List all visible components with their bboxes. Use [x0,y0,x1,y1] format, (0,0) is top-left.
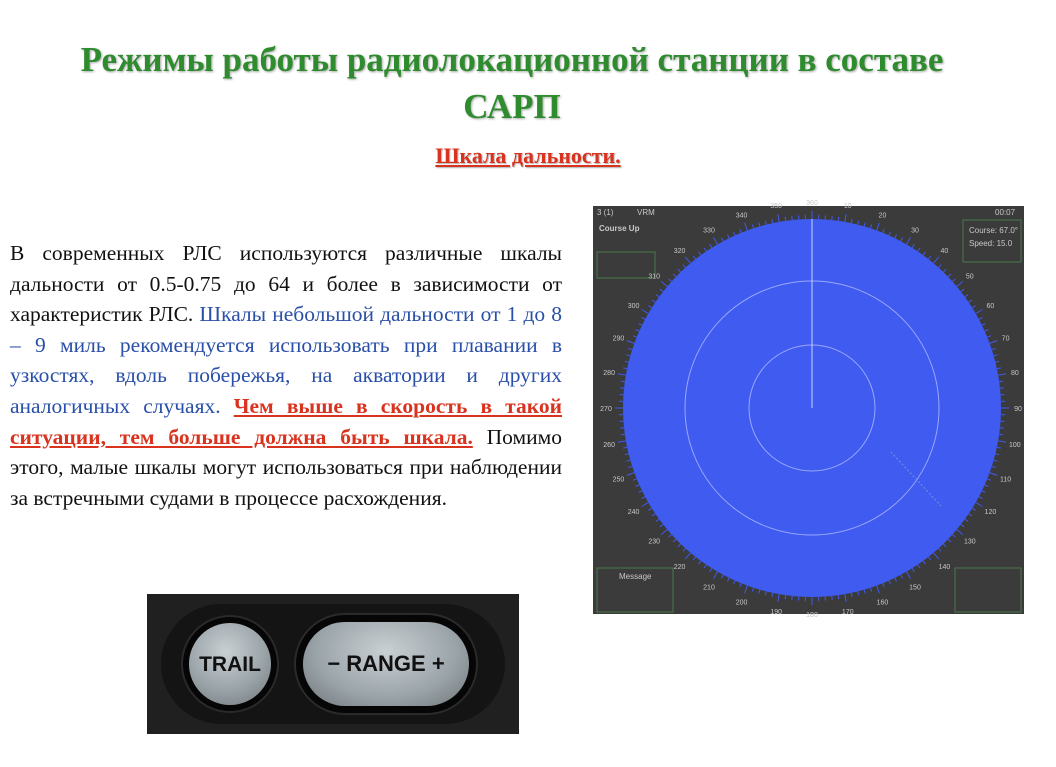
slide-subtitle: Шкала дальности. [435,143,621,168]
bearing-tick [845,594,846,602]
radar-scope [593,200,1024,619]
bearing-label: 360 [806,200,818,207]
hud-course: Course: 67.0° [969,226,1019,235]
bearing-label: 240 [627,509,640,516]
bearing-tick [845,214,846,222]
bearing-tick [778,214,779,222]
bearing-tick [641,503,648,507]
bearing-tick [628,348,632,349]
bearing-tick [727,235,729,239]
bearing-tick [994,355,998,356]
trail-button-label: TRAIL [199,653,261,676]
bearing-tick [928,557,930,560]
bearing-tick [745,223,748,231]
bearing-tick [901,238,903,242]
bearing-label: 110 [999,476,1012,484]
bearing-tick [982,491,986,493]
bearing-tick [965,519,968,521]
bearing-label: 190 [770,608,783,616]
bearing-label: 310 [648,273,661,281]
bearing-tick [693,557,695,560]
bearing-tick [618,374,626,375]
bearing-tick [759,222,760,226]
bearing-tick [851,593,852,597]
bearing-label: 40 [940,248,949,256]
bearing-tick [721,238,723,242]
bearing-label: 150 [909,584,921,592]
bearing-label: 230 [648,538,661,546]
bearing-tick [948,274,951,277]
bearing-tick [923,561,925,564]
bearing-tick [918,565,920,568]
bearing-tick [648,508,651,510]
bearing-tick [710,244,712,247]
hud-frame-bottom-right [955,568,1021,612]
bearing-tick [979,317,983,319]
bearing-tick [933,257,938,263]
bearing-label: 50 [965,273,974,281]
bearing-tick [918,248,920,251]
bearing-tick [678,544,681,547]
bearing-tick [740,229,741,233]
bearing-tick [618,441,626,442]
bearing-tick [877,223,880,231]
bearing-label: 10 [843,203,852,211]
bearing-tick [998,374,1006,375]
hud-range-indicator: 3 (1) [597,208,614,217]
bearing-tick [625,454,629,455]
bearing-tick [673,274,676,277]
bearing-tick [928,256,930,259]
bearing-tick [912,244,914,247]
bearing-label: 120 [984,509,997,516]
body-paragraph [10,238,562,513]
bearing-tick [895,235,897,239]
hud-frame-left [597,252,655,278]
bearing-label: 20 [878,212,887,220]
hud-mode[interactable]: Course Up [599,224,640,233]
bearing-tick [938,548,941,551]
bearing-tick [961,289,964,291]
bearing-tick [627,473,635,476]
bearing-tick [765,221,766,225]
range-button-label: − RANGE + [327,651,445,676]
bearing-tick [683,265,686,268]
bearing-label: 350 [770,203,783,211]
bearing-label: 280 [603,370,615,378]
bearing-tick [678,269,681,272]
bearing-tick [699,561,701,564]
bearing-tick [704,248,706,251]
radar-display [593,200,1024,619]
hud-time: 00:07 [995,208,1016,217]
bearing-tick [957,529,963,534]
bearing-tick [870,224,871,228]
bearing-tick [864,590,865,594]
bearing-tick [639,323,643,325]
bearing-tick [972,508,975,510]
bearing-tick [987,479,991,480]
bearing-tick [733,581,735,585]
bearing-label: 60 [986,303,995,310]
bearing-tick [642,497,646,499]
message-label: Message [619,572,652,581]
bearing-tick [721,575,723,579]
bearing-label: 80 [1010,370,1019,378]
bearing-label: 170 [841,608,854,616]
bearing-tick [858,591,859,595]
bearing-tick [994,460,998,461]
bearing-tick [972,306,975,308]
bearing-label: 30 [911,227,919,235]
bearing-tick [933,553,938,559]
bearing-label: 340 [735,212,748,220]
bearing-tick [907,572,911,579]
bearing-tick [901,575,903,579]
bearing-tick [639,491,643,493]
bearing-label: 270 [600,406,612,413]
bearing-tick [948,539,951,542]
bearing-tick [772,219,773,223]
bearing-tick [952,279,955,282]
bearing-tick [693,256,695,259]
bearing-label: 250 [612,476,625,484]
bearing-tick [976,503,983,507]
bearing-tick [652,300,655,302]
bearing-label: 320 [673,248,686,256]
bearing-tick [877,586,880,594]
bearing-tick [685,257,690,263]
bearing-tick [656,519,659,521]
hud-speed: Speed: 15.0 [969,239,1013,248]
bearing-label: 260 [603,441,615,449]
bearing-tick [785,217,786,221]
bearing-tick [999,434,1003,435]
bearing-tick [778,594,779,602]
bearing-tick [636,329,640,331]
bearing-tick [642,317,646,319]
bearing-tick [752,224,753,228]
bearing-label: 200 [735,599,748,607]
bearing-label: 210 [703,584,715,592]
bearing-tick [997,447,1001,448]
radar-control-panel [147,594,519,734]
bearing-tick [851,219,852,223]
bearing-tick [992,466,996,467]
bearing-tick [990,341,998,344]
bearing-tick [745,586,748,594]
bearing-tick [636,485,640,487]
bearing-label: 220 [673,563,686,571]
bearing-label: 130 [963,538,976,546]
bearing-tick [714,572,718,579]
bearing-tick [895,578,897,582]
bearing-tick [969,300,972,302]
bearing-tick [889,581,891,585]
body-text-short-range: Шкалы небольшой дальности от 1 до 8 – 9 миль рекомендуется использовать при плавании в узкостях, вдоль побережья, на акватории и других аналогичных случаях. [10,302,562,418]
bearing-tick [710,568,712,571]
bearing-tick [999,381,1003,382]
bearing-tick [943,544,946,547]
bearing-label: 330 [703,227,715,235]
bearing-tick [627,341,635,344]
bearing-tick [985,329,989,331]
bearing-tick [628,466,632,467]
bearing-tick [785,595,786,599]
bearing-tick [995,454,999,455]
bearing-tick [985,485,989,487]
bearing-tick [727,578,729,582]
bearing-tick [838,595,839,599]
bearing-tick [889,232,891,236]
bearing-tick [952,534,955,537]
bearing-tick [982,323,986,325]
bearing-tick [883,229,884,233]
bearing-tick [652,514,655,516]
bearing-tick [995,361,999,362]
bearing-tick [699,252,701,255]
trail-button[interactable] [189,623,271,705]
bearing-tick [864,222,865,226]
bearing-tick [772,593,773,597]
bearing-tick [858,221,859,225]
hud-vrm-label[interactable]: VRM [637,208,655,217]
bearing-tick [623,368,627,369]
bearing-label: 160 [876,599,889,607]
bearing-tick [656,295,659,297]
bearing-tick [683,548,686,551]
bearing-tick [733,232,735,236]
bearing-tick [943,269,946,272]
bearing-tick [648,306,651,308]
bearing-tick [979,497,983,499]
bearing-tick [621,381,625,382]
bearing-tick [661,281,667,286]
bearing-label: 100 [1009,441,1021,449]
bearing-tick [938,265,941,268]
bearing-tick [633,479,637,480]
bearing-tick [625,361,629,362]
bearing-tick [992,348,996,349]
bearing-tick [957,281,963,286]
bearing-tick [623,447,627,448]
bearing-tick [660,289,663,291]
bearing-tick [961,524,964,526]
bearing-tick [660,524,663,526]
bearing-tick [759,590,760,594]
bearing-tick [669,279,672,282]
slide-title: Режимы работы радиолокационной станции в составе САРП [80,40,944,126]
bearing-tick [912,568,914,571]
range-button[interactable] [303,622,469,706]
body-text-emphasis: Чем выше в скорость в такой ситуации, тем больше должна быть шкала. [10,393,562,449]
bearing-tick [669,534,672,537]
bearing-tick [997,368,1001,369]
bearing-label: 140 [938,563,951,571]
bearing-tick [704,565,706,568]
bearing-tick [633,336,637,337]
bearing-label: 290 [612,335,625,343]
bearing-tick [685,553,690,559]
bearing-tick [870,588,871,592]
bearing-tick [965,295,968,297]
bearing-tick [740,583,741,587]
bearing-tick [838,217,839,221]
bearing-label: 70 [1001,335,1010,343]
bearing-tick [626,460,630,461]
bearing-label: 90 [1014,406,1022,413]
bearing-label: 300 [627,303,640,310]
body-text-closing: Помимо этого, малые шкалы могут использоваться при наблюдении за встречными судами в процессе расхождения. [10,424,562,510]
bearing-tick [883,583,884,587]
bearing-tick [661,529,667,534]
bearing-tick [673,539,676,542]
bearing-tick [998,441,1006,442]
bearing-tick [765,591,766,595]
bearing-tick [752,588,753,592]
bearing-tick [714,237,718,244]
body-text-intro: В современных РЛС используются различные шкалы дальности от 0.5-0.75 до 64 и более в зависимости от характеристик РЛС. [10,241,562,327]
bearing-tick [990,473,998,476]
bearing-tick [976,310,983,314]
bearing-label: 180 [806,612,818,619]
bearing-tick [621,434,625,435]
bearing-tick [987,336,991,337]
bearing-tick [626,355,630,356]
bearing-tick [923,252,925,255]
bearing-tick [907,237,911,244]
bearing-tick [969,514,972,516]
bearing-tick [641,310,648,314]
